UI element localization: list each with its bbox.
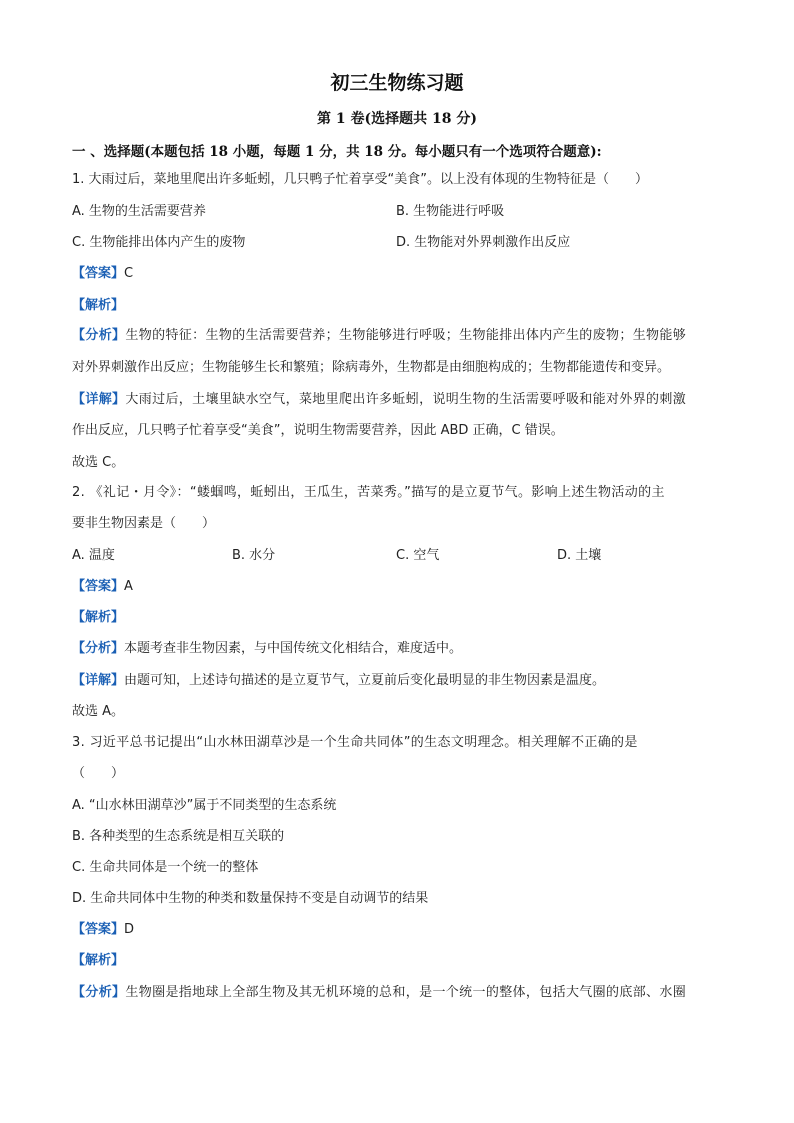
q1-stem: 1. 大雨过后，菜地里爬出许多蚯蚓，几只鸭子忙着享受“美食”。以上没有体现的生物特征是（ ）	[72, 172, 649, 187]
fenxi-label: 【分析】	[72, 328, 126, 343]
detail-label: 【详解】	[72, 392, 126, 407]
q1-option-a: A. 生物的生活需要营养	[72, 204, 206, 219]
section-heading: 一 、选择题(本题包括 18 小题，每题 1 分，共 18 分。每小题只有一个选项符合题意):	[72, 144, 602, 160]
page-title: 初三生物练习题	[330, 72, 464, 94]
q2-fenxi-row	[72, 639, 732, 659]
answer-label: 【答案】	[72, 579, 125, 594]
q1-detail-text-1: 大雨过后，土壤里缺水空气，菜地里爬出许多蚯蚓，说明生物的生活需要呼吸和能对外界的刺激	[125, 392, 687, 407]
q1-answer-row	[72, 264, 732, 284]
q3-analysis-row	[72, 951, 732, 971]
q3-option-a: A. “山水林田湖草沙”属于不同类型的生态系统	[72, 798, 337, 813]
q3-option-c: C. 生命共同体是一个统一的整体	[72, 860, 259, 875]
q2-option-a: A. 温度	[72, 548, 115, 563]
q1-fenxi-line-1	[72, 326, 732, 346]
q3-option-d: D. 生命共同体中生物的种类和数量保持不变是自动调节的结果	[72, 891, 429, 906]
q3-option-b: B. 各种类型的生态系统是相互关联的	[72, 829, 285, 844]
analysis-label: 【解析】	[72, 298, 125, 313]
q1-option-b: B. 生物能进行呼吸	[396, 204, 505, 219]
q3-stem-line-2: （ ）	[72, 766, 125, 781]
fenxi-label: 【分析】	[72, 641, 125, 656]
q3-answer-row	[72, 920, 732, 940]
fenxi-label: 【分析】	[72, 985, 126, 1000]
detail-label: 【详解】	[72, 673, 125, 688]
q1-fenxi-line-2: 对外界刺激作出反应；生物能够生长和繁殖；除病毒外，生物都是由细胞构成的；生物都能遗传和变异。	[72, 360, 671, 375]
q1-fenxi-text-1: 生物的特征：生物的生活需要营养；生物能够进行呼吸；生物能排出体内产生的废物；生物能够	[125, 328, 687, 343]
q3-fenxi-text: 生物圈是指地球上全部生物及其无机环境的总和，是一个统一的整体，包括大气圈的底部、水圈	[125, 985, 687, 1000]
q1-conclusion: 故选 C。	[72, 455, 125, 470]
q2-option-c: C. 空气	[396, 548, 440, 563]
q2-detail-text: 由题可知，上述诗句描述的是立夏节气，立夏前后变化最明显的非生物因素是温度。	[124, 673, 606, 688]
q2-stem-line-2: 要非生物因素是（ ）	[72, 516, 216, 531]
q2-answer: A	[124, 579, 133, 594]
q3-answer: D	[124, 922, 135, 937]
page-subtitle: 第 1 卷(选择题共 18 分)	[317, 111, 477, 127]
q2-conclusion: 故选 A。	[72, 704, 125, 719]
q1-analysis-row	[72, 296, 732, 316]
q2-fenxi-text: 本题考查非生物因素，与中国传统文化相结合，难度适中。	[124, 641, 463, 656]
q1-detail-line-1	[72, 390, 732, 410]
q2-option-d: D. 土壤	[557, 548, 602, 563]
q1-answer: C	[124, 266, 134, 281]
answer-label: 【答案】	[72, 266, 125, 281]
q2-analysis-row	[72, 608, 732, 628]
q2-stem-line-1: 2. 《礼记・月令》：“蝼蝈鸣，蚯蚓出，王瓜生，苦菜秀。”描写的是立夏节气。影响上述生物活动的主	[72, 485, 665, 500]
answer-label: 【答案】	[72, 922, 125, 937]
q2-detail-row	[72, 671, 732, 691]
q1-detail-line-2: 作出反应，几只鸭子忙着享受“美食”，说明生物需要营养，因此 ABD 正确，C 错误。	[72, 423, 564, 438]
q3-fenxi-row	[72, 983, 732, 1003]
analysis-label: 【解析】	[72, 953, 125, 968]
analysis-label: 【解析】	[72, 610, 125, 625]
q3-stem-line-1: 3. 习近平总书记提出“山水林田湖草沙是一个生命共同体”的生态文明理念。相关理解不正确的是	[72, 735, 638, 750]
q1-option-d: D. 生物能对外界刺激作出反应	[396, 235, 571, 250]
q1-option-c: C. 生物能排出体内产生的废物	[72, 235, 246, 250]
q2-option-b: B. 水分	[232, 548, 276, 563]
q2-answer-row	[72, 577, 732, 597]
